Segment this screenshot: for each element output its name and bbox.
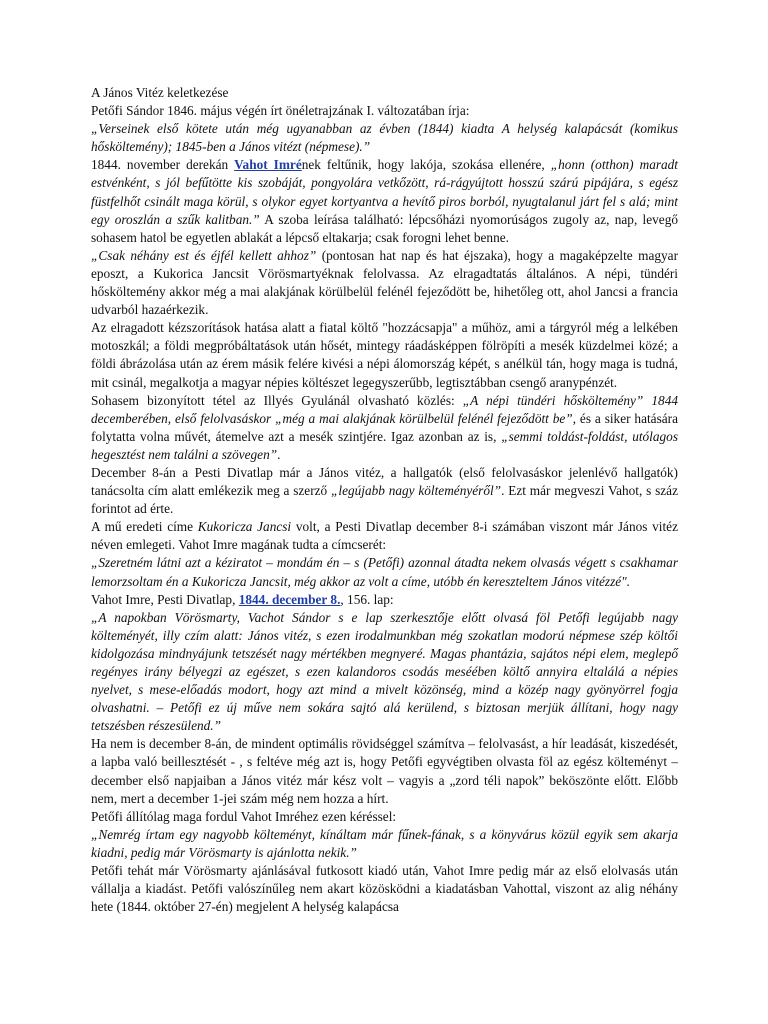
- quote-vahot-rename: „Szeretném látni azt a kéziratot – mondám én – s (Petőfi) azonnal átadta nekem olvasás végett s csakhamar lemorzsoltam én a Kukoricza Jancsit, még akkor az volt a címe, utóbb én kereszteltem János vitézzé".: [91, 555, 678, 589]
- paragraph-applause: Az elragadott kézszorítások hatása alatt a fiatal költő "hozzácsapja" a műhöz, ami a tárgyról még a lelkében motoszkál; a földi megpróbáltatások után hősét, mintegy ráadásképpen fölröpíti a mesék küzdelmei közé; a földi ábrázolása után az érem másik felére kivési a népi álomország képét, s anélkül tán, hogy maga is tudná, mit csinál, megalkotja a magyar népies költészet legegyszerűbb, legtisztábban csengő aranypénzét.: [91, 320, 678, 390]
- quote-span: „honn (otthon) maradt estvénként, s jól befűtötte kis szobáját, pongyolára vetkőzött, rá-rágyújtott hosszú szárú pipájára, s egész füstfelhőt csinált maga körül, s olykor egyet kortyantva a hevítő piros borból, nyugtalanul járt fel s alá; mint egy oroszlán a szűk kalitban.”: [91, 157, 679, 227]
- paragraph-illyes: [91, 392, 678, 464]
- quote-span: „legújabb nagy költeményéről”: [330, 483, 502, 499]
- text-span: , 156. lap:: [340, 591, 394, 607]
- text-span: Sohasem bizonyított tétel az Illyés Gyulánál olvasható közlés:: [91, 392, 463, 408]
- italic-title: Kukoricza Jancsi: [197, 519, 292, 535]
- text-span: nek feltűnik, hogy lakója, szokása ellenére,: [301, 157, 551, 173]
- paragraph-intro: Petőfi Sándor 1846. május végén írt önéletrajzának I. változatában írja:: [91, 103, 470, 119]
- link-vahot-imre[interactable]: Vahot Imré: [234, 157, 302, 173]
- text-span: A szoba leírása található: lépcsőházi nyomorúságos zugoly az, nap, levegő sohasem hatol be egyetlen ablakát a lépcső eltakarja; csak forogni lehet benne.: [91, 211, 678, 245]
- text-span: (pontosan hat nap és hat éjszaka), hogy a magaképzelte magyar eposzt, a Kukorica Jancsit Vörösmartyéknak felolvassa. Az elragadtatás általános. A népi, tündéri hősköltemény akkor még a mai alakjának körülbelül felénél fejeződött be, hihetőleg ott, ahol Jancsi a francia udvarból hazaérkezik.: [91, 247, 678, 318]
- quote-petofi-request: „Nemrég írtam egy nagyobb költeményt, kínáltam már fűnek-fának, s a könyvárus közül egyik sem akarja kiadni, pedig már Vörösmarty is ajánlotta nekik.”: [91, 826, 678, 860]
- quote-span: „A népi tündéri hősköltemény” 1844 decemberében, első felolvasáskor „még a mai alakjának körülbelül felénél fejeződött be”: [91, 392, 678, 426]
- paragraph-request: Petőfi állítólag maga fordul Vahot Imréhez ezen kéréssel:: [91, 808, 397, 824]
- quote-autobiography: „Verseinek első kötete után még ugyanabban az évben (1844) kiadta A helység kalapácsát (komikus hősköltemény); 1845-ben a János vitézt (népmese).”: [91, 121, 678, 155]
- text-span: . Ezt már megveszi Vahot, s száz forintot ad érte.: [91, 483, 678, 517]
- paragraph-december-8: [91, 464, 678, 518]
- paragraph-vahot: [91, 156, 678, 246]
- doc-title: A János Vitéz keletkezése: [91, 85, 229, 100]
- link-1844-december-8[interactable]: 1844. december 8.: [238, 591, 341, 607]
- paragraph-dating: Ha nem is december 8-án, de mindent optimális rövidséggel számítva – felolvasást, a hír leadását, kiszedését, a lapba való beillesztését - , s feltéve még azt is, hogy Petőfi egyvégtiben olvasta föl az egész költeményt – december első napjaiban a János vitéz már kész volt – vagyis a „zord téli napok” beköszönte előtt. Előbb nem, mert a december 1-jei szám még nem hozza a hírt.: [91, 736, 678, 806]
- quote-pesti-divatlap: „A napokban Vörösmarty, Vachot Sándor s e lap szerkesztője előtt olvasá föl Petőfi legújabb nagy költeményét, illy czím alatt: János vitéz, s ezen irodalmunkban még szokatlan modorú népmese szép költői kidolgozása mindnyájunk tetszését nagy mértékben megnyeré. Magas phantázia, sajátos népi elem, meglepő regényes irány bélyegzi az egészet, s ezen kalandoros csodás meséében költő annyira eltalálá a népies nyelvet, s mese-előadás modort, hogy azt mind a mivelt közönség, mind a közép nagy gyönyörrel fogja olvashatni. – Petőfi ez új műve nem sokára sajtó alá kerülend, s biztosan merjük állítani, hogy nagy tetszésben részesülend.”: [91, 609, 678, 734]
- text-span: A mű eredeti címe: [91, 519, 198, 535]
- paragraph-reading: [91, 247, 678, 319]
- quote-span: „Csak néhány est és éjfél kellett ahhoz”: [91, 247, 317, 263]
- text-span: Vahot Imre, Pesti Divatlap,: [91, 591, 239, 607]
- quote-span: „semmi toldást-foldást, utólagos hegesztést nem találni a szövegen”: [91, 428, 679, 462]
- text-span: .: [277, 446, 281, 462]
- text-span: volt, a Pesti Divatlap december 8-i számában viszont már János vitéz néven emlegeti. Vahot Imre magának tudta a címcserét:: [91, 519, 678, 553]
- text-span: December 8-án a Pesti Divatlap már a János vitéz, a hallgatók (első felolvasáskor jelenlévő hallgatók) tanácsolta cím alatt emlékezik meg a szerző: [91, 464, 678, 499]
- text-span: , és a siker hatására folytatta volna művét, átemelve azt a mesék szintjére. Igaz azonban az is,: [91, 410, 678, 444]
- paragraph-publishing: Petőfi tehát már Vörösmarty ajánlásával futkosott kiadó után, Vahot Imre pedig már az első elolvasás után vállalja a kiadást. Petőfi valószínűleg nem akart közösködni a kiadatásban Vahottal, viszont az alig néhány hete (1844. október 27-én) megjelent A helység kalapácsa: [91, 863, 678, 915]
- citation-pesti-divatlap: [91, 591, 678, 609]
- text-span: 1844. november derekán: [91, 157, 235, 173]
- document-body: [91, 84, 678, 916]
- paragraph-original-title: [91, 518, 678, 554]
